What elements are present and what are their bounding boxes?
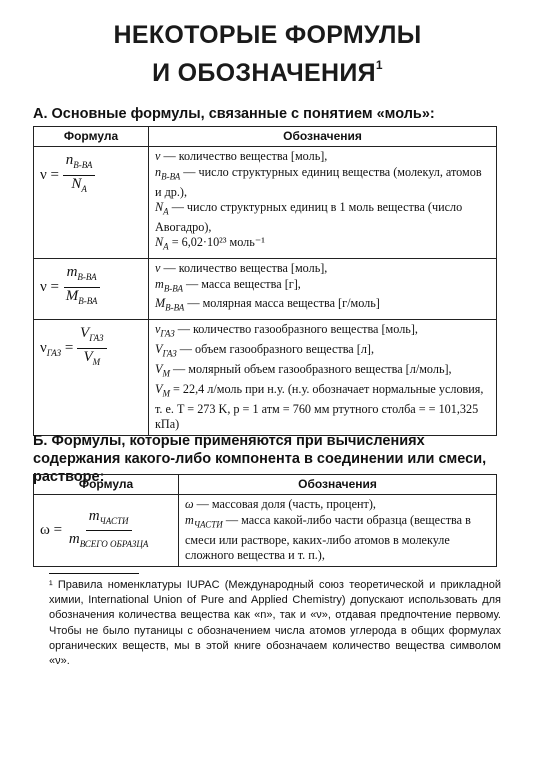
frac-den: V xyxy=(83,348,93,365)
frac-num-sub: В-ВА xyxy=(77,272,97,283)
footnote-divider xyxy=(49,573,139,574)
formula-lhs-sub: ГАЗ xyxy=(46,347,62,358)
frac-num-sub: ЧАСТИ xyxy=(99,516,129,527)
notation-line: $m_{ЧАСТИ}$ — масса какой-либо части образца (вещества в смеси или растворе, каких-либо атомов в молекуле сложного вещества и т. п.), xyxy=(185,512,471,563)
notation-line: $V_M$ — молярный объем газообразного вещества [л/моль], xyxy=(155,361,452,379)
formula-lhs: ν xyxy=(40,339,47,356)
section-b-table xyxy=(33,474,497,567)
frac-den: m xyxy=(68,531,80,548)
notation-cell xyxy=(149,320,497,436)
notation-line: $N_A = 6,02\cdot 10^{23}$ моль⁻¹ xyxy=(155,235,265,252)
section-b-heading: Б. Формулы, которые применяются при вычислениях содержания какого-либо компонента в соединении или смеси, растворе: xyxy=(33,433,487,485)
frac-num: n xyxy=(65,152,74,169)
table-row xyxy=(34,320,497,436)
notation-line: $V_{ГАЗ}$ — объем газообразного вещества [л], xyxy=(155,342,375,359)
formula-lhs: ν = xyxy=(40,278,59,295)
notation-cell xyxy=(149,147,497,259)
frac-den: N xyxy=(71,175,82,192)
notation-cell xyxy=(179,495,497,567)
table-row xyxy=(34,259,497,320)
frac-den-sub: M xyxy=(92,356,101,367)
formula-cell xyxy=(34,147,149,259)
section-a-table xyxy=(33,126,497,436)
formula-mass-fraction xyxy=(40,508,151,550)
fraction xyxy=(77,326,106,370)
formula-mole-count xyxy=(40,152,95,194)
frac-num-sub: ГАЗ xyxy=(89,333,104,344)
frac-num: m xyxy=(66,264,78,281)
footnote-mark: 1 xyxy=(375,58,383,72)
notation-line: ν — количество вещества [моль], xyxy=(155,261,328,276)
notation-line: $n_{В-ВА}$ — число структурных единиц вещества (молекул, атомов и др.), xyxy=(155,164,482,199)
formula-mass-molar xyxy=(40,264,100,306)
notation-line: ν — количество вещества [моль], xyxy=(155,149,328,164)
notation-line: $V_M = 22,4$ л/моль при н.у. (н.у. обозначает нормальные условия, т. е. T = 273 K, p = 1 атм = 760 мм ртутного столба = = 101,325 кПа) xyxy=(155,381,484,432)
col-header-formula: Формула xyxy=(34,475,179,495)
section-a-heading: А. Основные формулы, связанные с понятием «моль»: xyxy=(33,106,435,122)
fraction xyxy=(63,265,101,309)
notation-line: $N_A$ — число структурных единиц в 1 моль вещества (число Авогадро), xyxy=(155,200,463,234)
table-header-row xyxy=(34,127,497,147)
table-header-row xyxy=(34,475,497,495)
page-title-line-2 xyxy=(0,50,535,88)
fraction xyxy=(66,509,152,553)
frac-num-sub: В-ВА xyxy=(73,160,93,171)
page-title-line-2-text: И ОБОЗНАЧЕНИЯ xyxy=(152,59,376,87)
notation-line: ω — массовая доля (часть, процент), xyxy=(185,497,376,512)
col-header-notation: Обозначения xyxy=(179,475,497,495)
frac-den-sub: A xyxy=(81,183,87,194)
col-header-formula: Формула xyxy=(34,127,149,147)
formula-cell xyxy=(34,320,149,436)
formula-gas-volume xyxy=(40,325,107,367)
frac-num: V xyxy=(80,325,90,342)
notation-cell xyxy=(149,259,497,320)
notation-line: $\nu_{ГАЗ}$ — количество газообразного вещества [моль], xyxy=(155,322,418,339)
formula-eq: = xyxy=(61,339,74,356)
table-row xyxy=(34,495,497,567)
footnote-text: ¹ Правила номенклатуры IUPAC (Международный союз теоретической и прикладной химии, International Union of Pure and Applied Chemistry) допускают использовать для обозначения количества вещества как «n», так и «ν», отдавая предпочтение первому. Чтобы не было путаницы с обозначением числа атомов углерода в общих формулах органических веществ, мы в этой книге обозначаем количество вещества символом «ν». xyxy=(49,579,501,668)
page-title-line-1: НЕКОТОРЫЕ ФОРМУЛЫ xyxy=(113,21,422,49)
formula-lhs: ν = xyxy=(40,166,59,183)
notation-line: $M_{В-ВА}$ — молярная масса вещества [г/моль] xyxy=(155,296,380,313)
fraction xyxy=(63,153,96,197)
formula-lhs: ω = xyxy=(40,522,63,539)
table-row xyxy=(34,147,497,259)
col-header-notation: Обозначения xyxy=(149,127,497,147)
frac-num: m xyxy=(88,508,100,525)
formula-cell xyxy=(34,259,149,320)
notation-line: $m_{В-ВА}$ — масса вещества [г], xyxy=(155,276,301,293)
frac-den-sub: В-ВА xyxy=(78,295,98,306)
formula-cell xyxy=(34,495,179,567)
frac-den-sub: ВСЕГО ОБРАЗЦА xyxy=(79,539,149,550)
frac-den: M xyxy=(65,287,79,304)
